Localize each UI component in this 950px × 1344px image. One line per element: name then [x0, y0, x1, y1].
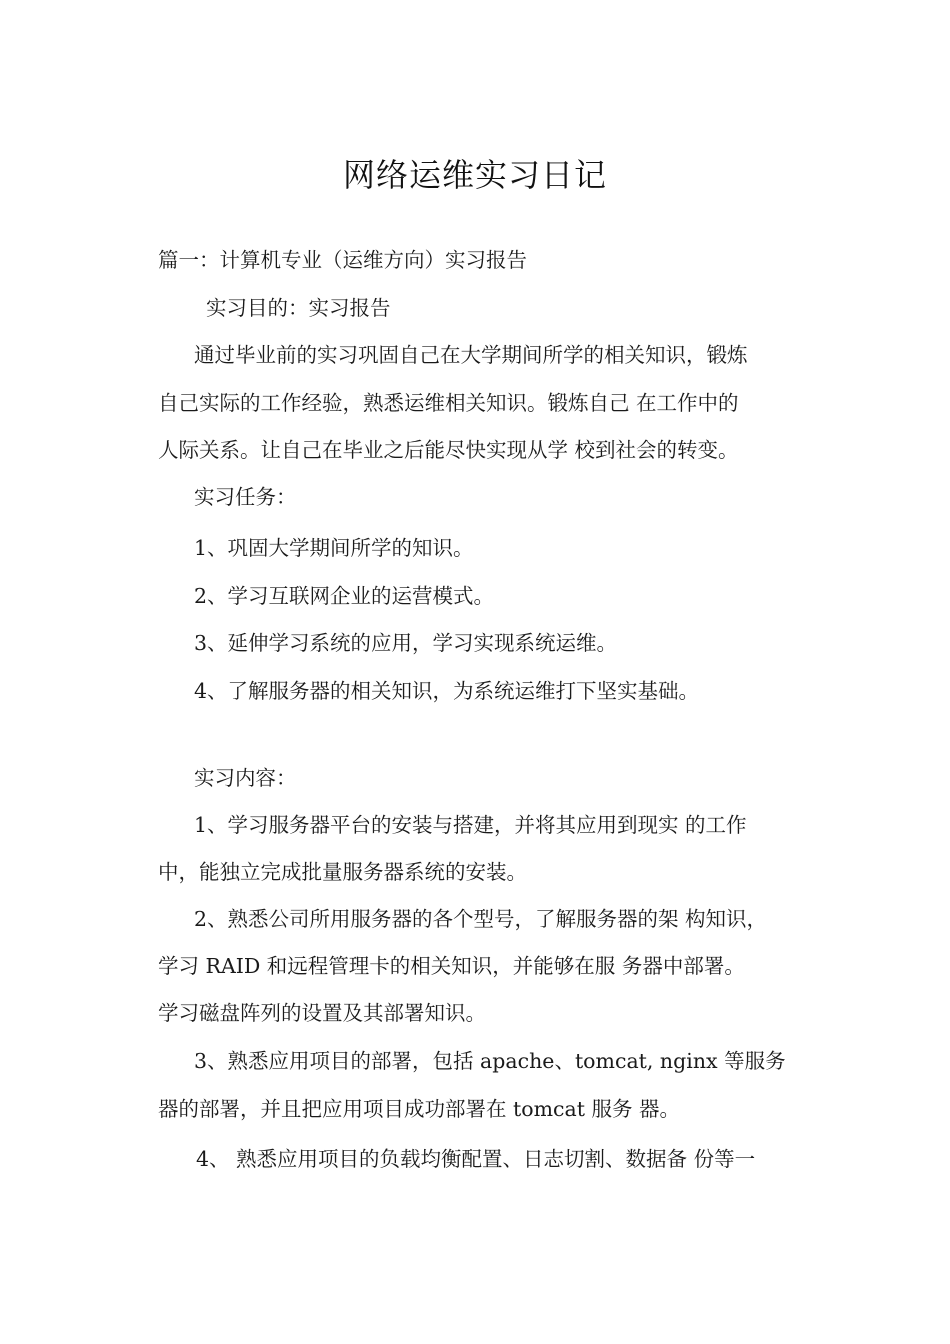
list-item: 4、 熟悉应用项目的负载均衡配置、日志切割、数据备 份等一: [196, 1147, 756, 1171]
paragraph-line: 自己实际的工作经验，熟悉运维相关知识。锻炼自己 在工作中的: [158, 391, 739, 415]
paragraph-line: 学习磁盘阵列的设置及其部署知识。: [158, 1001, 486, 1025]
section-heading: 篇一：计算机专业（运维方向）实习报告: [158, 248, 527, 272]
paragraph-line: 中，能独立完成批量服务器系统的安装。: [158, 860, 527, 884]
paragraph-line: 学习 RAID 和远程管理卡的相关知识，并能够在服 务器中部署。: [158, 954, 745, 978]
section-heading: 实习内容：: [194, 766, 297, 790]
list-item: 1、学习服务器平台的安装与搭建，并将其应用到现实 的工作: [194, 813, 747, 837]
list-item: 2、学习互联网企业的运营模式。: [194, 584, 495, 608]
list-item: 4、了解服务器的相关知识，为系统运维打下坚实基础。: [194, 679, 700, 703]
list-item: 1、巩固大学期间所学的知识。: [194, 536, 474, 560]
paragraph-line: 实习目的：实习报告: [206, 296, 391, 320]
document-title: 网络运维实习日记: [342, 156, 607, 194]
paragraph-line: 器的部署，并且把应用项目成功部署在 tomcat 服务 器。: [158, 1097, 681, 1121]
list-item: 2、熟悉公司所用服务器的各个型号，了解服务器的架 构知识，: [194, 907, 768, 931]
list-item: 3、延伸学习系统的应用，学习实现系统运维。: [194, 631, 618, 655]
paragraph-line: 人际关系。让自己在毕业之后能尽快实现从学 校到社会的转变。: [158, 438, 739, 462]
list-item: 3、熟悉应用项目的部署，包括 apache、tomcat, nginx 等服务: [194, 1049, 786, 1073]
paragraph-line: 通过毕业前的实习巩固自己在大学期间所学的相关知识，锻炼: [194, 343, 748, 367]
paragraph-line: 实习任务：: [194, 485, 297, 509]
